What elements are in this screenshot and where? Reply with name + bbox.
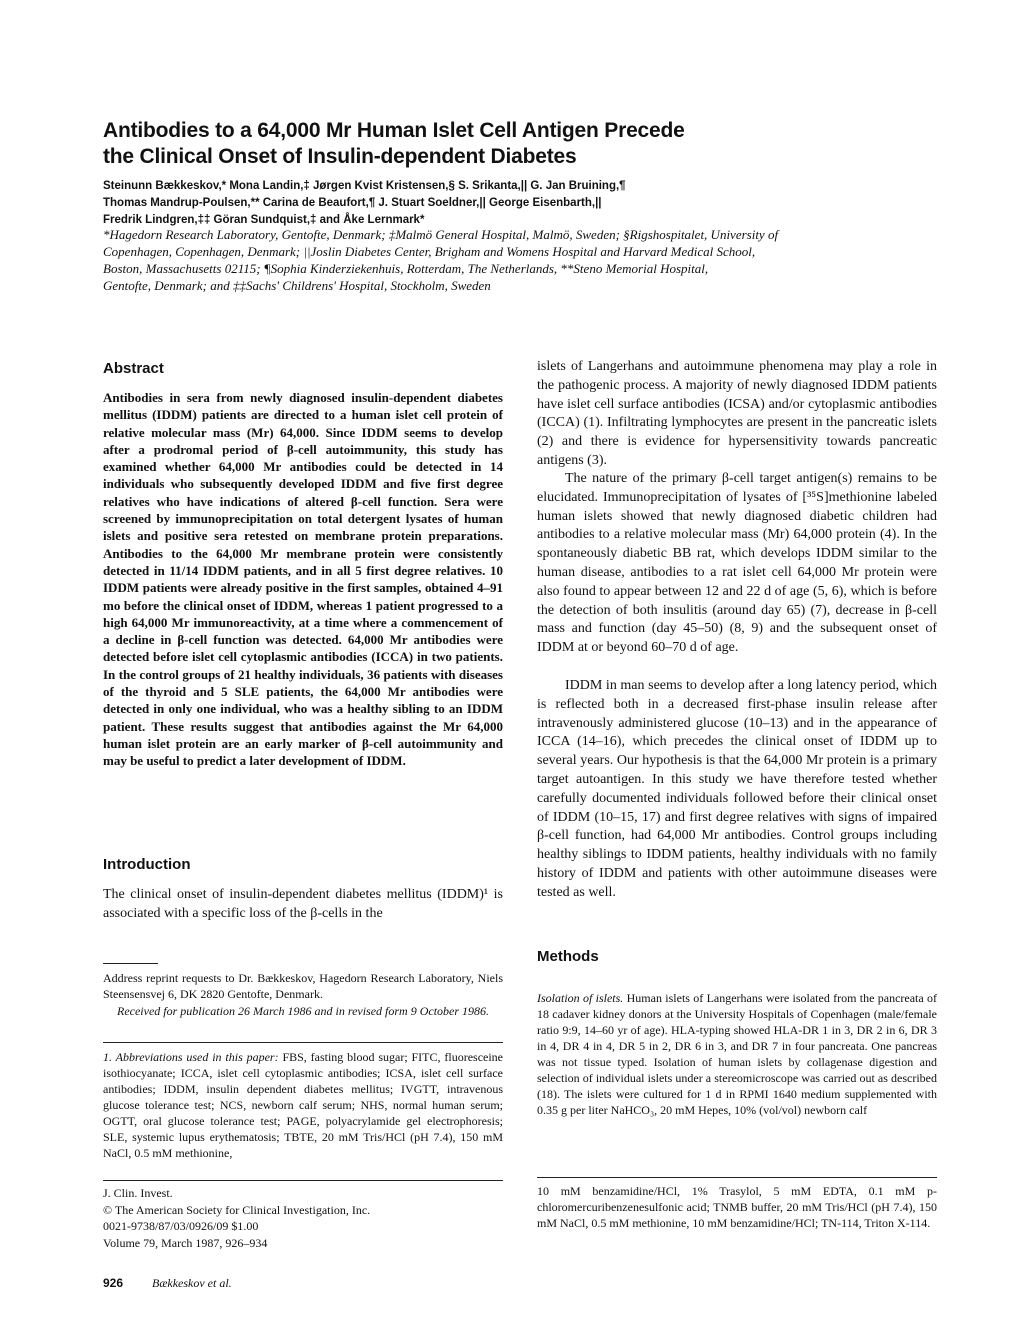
- footnote-received: Received for publication 26 March 1986 and in revised form 9 October 1986.: [117, 1004, 490, 1018]
- footnote-address: Address reprint requests to Dr. Bækkeskov, Hagedorn Research Laboratory, Niels Steensensvej 6, DK 2820 Gentofte, Denmark.: [103, 971, 503, 1001]
- affiliations: [103, 226, 883, 294]
- page-number: 926: [103, 1276, 124, 1290]
- intro-para-2: The nature of the primary β-cell target antigen(s) remains to be elucidated. Immunoprecipitation of lysates of [³⁵S]methionine labeled human islets showed that newly diagnosed diabetic children had antibodies to a relative molecular mass (Mr) 64,000 protein (4). In the spontaneously diabetic BB rat, which develops IDDM similar to the human disease, antibodies to a rat islet cell 64,000 Mr protein were also found to appear between 12 and 22 d of age (5, 6), which is before the detection of both insulitis (around day 65) (7), decrease in β-cell mass and function (day 45–50) (8, 9) and the subsequent onset of IDDM at or beyond 60–70 d of age.: [537, 471, 937, 656]
- methods-divider: [537, 1177, 937, 1178]
- journal-info: [103, 1185, 503, 1251]
- affil-line-3: Boston, Massachusetts 02115; ¶Sophia Kinderziekenhuis, Rotterdam, The Netherlands, **Steno Memorial Hospital,: [103, 261, 709, 276]
- journal-copyright: © The American Society for Clinical Investigation, Inc.: [103, 1202, 371, 1217]
- authors-line-1: Steinunn Bækkeskov,* Mona Landin,‡ Jørgen Kvist Kristensen,§ S. Srikanta,|| G. Jan Bruining,¶: [103, 180, 626, 192]
- title-line-2: the Clinical Onset of Insulin-dependent Diabetes: [103, 145, 577, 168]
- footnote-rule: [103, 963, 158, 964]
- authors-line-2: Thomas Mandrup-Poulsen,** Carina de Beaufort,¶ J. Stuart Soeldner,|| George Eisenbarth,||: [103, 197, 602, 209]
- footnote-abbreviations: [103, 1049, 503, 1161]
- methods-continued: 10 mM benzamidine/HCl, 1% Trasylol, 5 mM EDTA, 0.1 mM p-chloromercuribenzenesulfonic acid; TNMB buffer, 20 mM Tris/HCl (pH 7.4), 150 mM NaCl, 0.5 mM methionine, 10 mM benzamidine/HCl; TN-114, Triton X-114.: [537, 1184, 937, 1230]
- affil-line-2: Copenhagen, Copenhagen, Denmark; ||Joslin Diabetes Center, Brigham and Womens Hospital and Harvard Medical School,: [103, 244, 756, 259]
- methods-paragraph: Human islets of Langerhans were isolated from the pancreata of 18 cadaver kidney donors at the University Hospitals of Copenhagen (male/female ratio 9:9, 14–60 yr of age). HLA-typing showed HLA-DR 1 in 3, DR 2 in 6, DR 3 in 4, DR 4 in 4, DR 5 in 2, DR 6 in 3, and DR 7 in four pancreata. One pancreas was not tissue typed. Isolation of human islets by collagenase digestion and selection of individual islets under a stereomicroscope was carried out as described (18). The islets were cultured for 1 d in RPMI 1640 medium supplemented with 0.35 g per liter NaHCO₃, 20 mM Hepes, 10% (vol/vol) newborn calf: [537, 991, 938, 1117]
- page-footer: [103, 1276, 232, 1291]
- abstract-text: Antibodies in sera from newly diagnosed insulin-dependent diabetes mellitus (IDDM) patients are directed to a human islet cell protein of relative molecular mass (Mr) 64,000. Since IDDM seems to develop after a prodromal period of β-cell autoimmunity, this study has examined whether 64,000 Mr antibodies could be detected in 14 individuals who subsequently developed IDDM and five first degree relatives who have indications of altered β-cell function. Sera were screened by immunoprecipitation on total detergent lysates of human islets and positive sera retested on membrane protein preparations. Antibodies to the 64,000 Mr membrane protein were consistently detected in 11/14 IDDM patients, and in all 5 first degree relatives. 10 IDDM patients were already positive in the first samples, obtained 4–91 mo before the clinical onset of IDDM, whereas 1 patient progressed to a high 64,000 Mr immunoreactivity, at a time where a commencement of a decline in β-cell function was detected. 64,000 Mr antibodies were detected before islet cell cytoplasmic antibodies (ICCA) in two patients. In the control groups of 21 healthy individuals, 36 patients with diseases of the thyroid and 5 SLE patients, the 64,000 Mr antibodies were detected in only one individual, who was a healthy sibling to an IDDM patient. These results suggest that antibodies against the Mr 64,000 human islet protein are an early marker of β-cell autoimmunity and may be useful to predict a later development of IDDM.: [103, 390, 503, 769]
- footnote-divider: [103, 1042, 503, 1043]
- introduction-heading: Introduction: [103, 856, 191, 873]
- abstract-heading: Abstract: [103, 360, 164, 377]
- affil-line-4: Gentofte, Denmark; and ‡‡Sachs' Childrens' Hospital, Stockholm, Sweden: [103, 278, 491, 293]
- methods-text: [537, 990, 937, 1118]
- intro-para-3: IDDM in man seems to develop after a long latency period, which is reflected both in a decreased first-phase insulin release after intravenously administered glucose (10–13) and in the appearance of ICCA (14–16), which precedes the clinical onset of IDDM up to several years. Our hypothesis is that the 64,000 Mr protein is a primary target autoantigen. In this study we have therefore tested whether carefully documented individuals followed before their clinical onset of IDDM (10–15, 17) and first degree relatives with signs of impaired β-cell function, had 64,000 Mr antibodies. Control groups including healthy siblings to IDDM patients, healthy individuals with no family history of IDDM and patients with other autoimmune diseases were tested as well.: [537, 678, 937, 900]
- title-line-1: Antibodies to a 64,000 Mr Human Islet Cell Antigen Precede: [103, 119, 685, 142]
- journal-name: J. Clin. Invest.: [103, 1186, 173, 1200]
- running-head: Bækkeskov et al.: [152, 1276, 232, 1290]
- article-title: [103, 118, 743, 170]
- methods-subhead: Isolation of islets.: [537, 991, 624, 1005]
- affil-line-1: *Hagedorn Research Laboratory, Gentofte, Denmark; ‡Malmö General Hospital, Malmö, Sweden; §Rigshospitalet, University of: [103, 227, 779, 242]
- journal-volume: Volume 79, March 1987, 926–934: [103, 1235, 268, 1250]
- journal-issn: 0021-9738/87/03/0926/09 $1.00: [103, 1219, 259, 1233]
- authors-line-3: Fredrik Lindgren,‡‡ Göran Sundquist,‡ and Åke Lernmark*: [103, 214, 425, 226]
- intro-para-1: islets of Langerhans and autoimmune phenomena may play a role in the pathogenic process. A majority of newly diagnosed IDDM patients have islet cell surface antibodies (ICSA) and/or cytoplasmic antibodies (ICCA) (1). Infiltrating lymphocytes are present in the pancreatic islets (2) and there is evidence for hypersensitivity towards pancreatic antigens (3).: [537, 359, 937, 468]
- author-list: [103, 178, 763, 229]
- journal-divider: [103, 1180, 503, 1181]
- methods-heading: Methods: [537, 948, 599, 965]
- introduction-text: The clinical onset of insulin-dependent diabetes mellitus (IDDM)¹ is associated with a specific loss of the β-cells in the: [103, 887, 503, 921]
- abbrev-label: 1. Abbreviations used in this paper:: [103, 1050, 279, 1064]
- abbrev-text: FBS, fasting blood sugar; FITC, fluoresceine isothiocyanate; ICCA, islet cell cytoplasmic antibodies; ICSA, islet cell surface antibodies; IDDM, insulin dependent diabetes mellitus; IVGTT, intravenous glucose tolerance test; NCS, newborn calf serum; NHS, normal human serum; OGTT, oral glucose tolerance test; PAGE, polyacrylamide gel electrophoresis; SLE, systemic lupus erythematosis; TBTE, 20 mM Tris/HCl (pH 7.4), 150 mM NaCl, 0.5 mM methionine,: [103, 1050, 504, 1160]
